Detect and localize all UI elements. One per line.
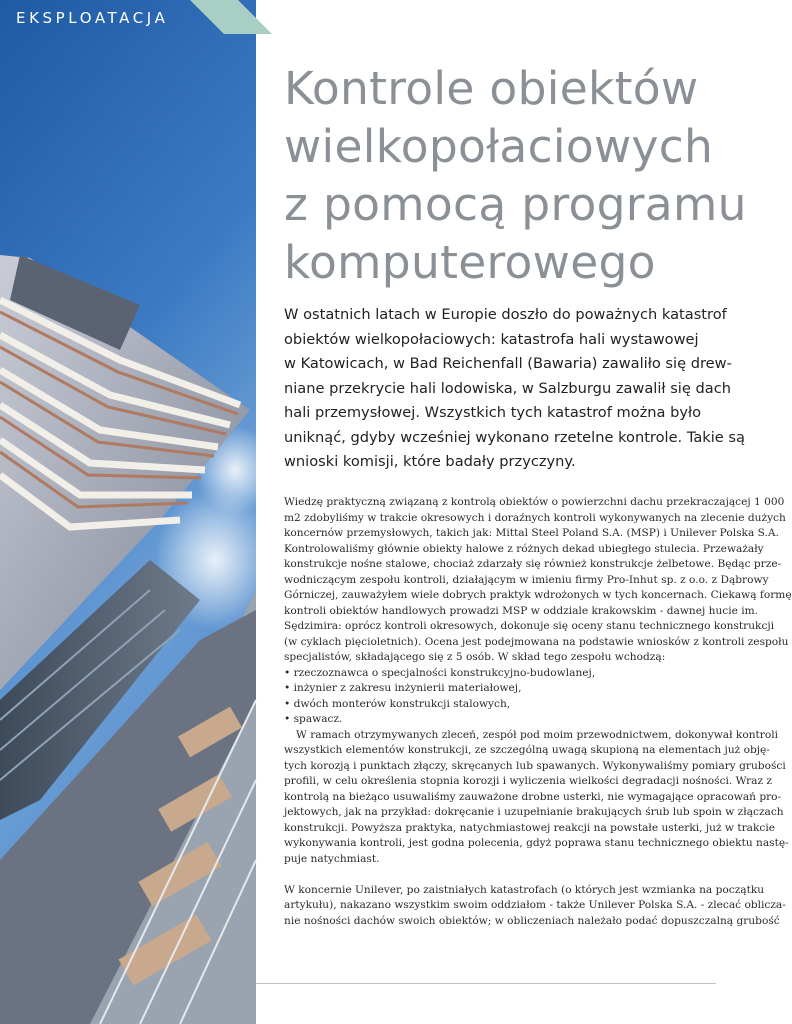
body-line: profili, w celu określenia stopnia korozji i wyliczenia wielkości degradacji nośności. Wraz z <box>284 775 772 787</box>
lead-line: niane przekrycie hali lodowiska, w Salzburgu zawalił się dach <box>284 379 731 397</box>
body-line: wodniczącym zespołu kontroli, działającym w imieniu firmy Pro-Inhut sp. z o.o. z Dąbrowy <box>284 573 769 586</box>
body-line: Górniczej, zauważyłem wiele dobrych praktyk wdrożonych w tych koncernach. Ciekawą formę <box>284 589 792 601</box>
section-label: EKSPLOATACJA <box>16 9 169 27</box>
body-line: W koncernie Unilever, po zaistniałych katastrofach (o których jest wzmianka na początku <box>284 883 765 896</box>
body-line: puje natychmiast. <box>284 852 380 865</box>
bullet-item: • rzeczoznawca o specjalności konstrukcyjno-budowlanej, <box>284 666 596 679</box>
lead-line: uniknąć, gdyby wcześniej wykonano rzetelne kontrole. Takie są <box>284 428 745 446</box>
paragraph-gap <box>284 867 716 883</box>
title-line: Kontrole obiektów <box>284 62 699 115</box>
body-line: kontrolą na bieżąco usuwaliśmy zauważone drobne usterki, nie wymagające opracowań pro- <box>284 790 782 803</box>
body-line: konstrukcje nośne stalowe, chociaż zdarzały się również konstrukcje żelbetowe. Będąc prze- <box>284 558 782 570</box>
article-lead <box>284 303 745 475</box>
building-photo <box>0 0 256 1024</box>
article-body <box>284 495 792 929</box>
body-line: m2 zdobyliśmy w trakcie okresowych i doraźnych kontroli wykonywanych na zlecenie dużych <box>284 511 786 524</box>
body-line: W ramach otrzymywanych zleceń, zespół pod moim przewodnictwem, dokonywał kontroli <box>296 728 779 741</box>
body-line: tych korozją i punktach złączy, skręcanych lub spawanych. Wykonywaliśmy pomiary grubości <box>284 759 786 772</box>
body-line: jektowych, jak na przykład: dokręcanie i uzupełnianie brakujących śrub lub spoin w złączach <box>284 806 784 818</box>
body-line: kontroli obiektów handlowych prowadzi MSP w oddziale krakowskim - dawnej hucie im. <box>284 604 759 617</box>
title-line: z pomocą programu <box>284 178 747 231</box>
body-line: wykonywania kontroli, jest godna polecenia, gdyż poprawa stanu technicznego obiektu nastę- <box>284 837 789 849</box>
title-line: komputerowego <box>284 236 656 289</box>
lead-line: obiektów wielkopołaciowych: katastrofa hali wystawowej <box>284 330 699 348</box>
lead-line: w Katowicach, w Bad Reichenfall (Bawaria) zawaliło się drew- <box>284 355 732 372</box>
article-title <box>284 60 764 292</box>
lead-line: W ostatnich latach w Europie doszło do poważnych katastrof <box>284 306 727 323</box>
body-line: Kontrolowaliśmy głównie obiekty halowe z różnych dekad ubiegłego stulecia. Przeważały <box>284 542 764 555</box>
bullet-item: • inżynier z zakresu inżynierii materiałowej, <box>284 682 522 694</box>
body-line: artykułu), nakazano wszystkim swoim oddziałom - także Unilever Polska S.A. - zlecać oblicza- <box>284 899 786 911</box>
bullet-item: • dwóch monterów konstrukcji stalowych, <box>284 697 511 710</box>
body-line: Sędzimira: oprócz kontroli okresowych, dokonuje się oceny stanu technicznego konstrukcji <box>284 620 775 632</box>
body-line: Wiedzę praktyczną związaną z kontrolą obiektów o powierzchni dachu przekraczającej 1 000 <box>284 496 785 508</box>
lead-line: wnioski komisji, które badały przyczyny. <box>284 453 576 470</box>
lead-line: hali przemysłowej. Wszystkich tych katastrof można było <box>284 404 702 421</box>
title-line: wielkopołaciowych <box>284 120 714 173</box>
body-line: (w cyklach pięcioletnich). Ocena jest podejmowana na podstawie wniosków z kontroli zespołu <box>284 635 789 648</box>
body-line: specjalistów, składającego się z 5 osób. W skład tego zespołu wchodzą: <box>284 651 666 663</box>
body-line: nie nośności dachów swoich obiektów; w obliczeniach należało podać dopuszczalną grubość <box>284 914 780 927</box>
bullet-item: • spawacz. <box>284 713 343 725</box>
body-line: konstrukcji. Powyższa praktyka, natychmiastowej reakcji na powstałe usterki, już w trakcie <box>284 821 776 834</box>
body-line: koncernów przemysłowych, takich jak: Mittal Steel Poland S.A. (MSP) i Unilever Polska S.A. <box>284 527 779 539</box>
footer-divider <box>256 983 716 984</box>
body-line: wszystkich elementów konstrukcji, ze szczególną uwagą skupioną na elementach już obję- <box>284 744 770 756</box>
